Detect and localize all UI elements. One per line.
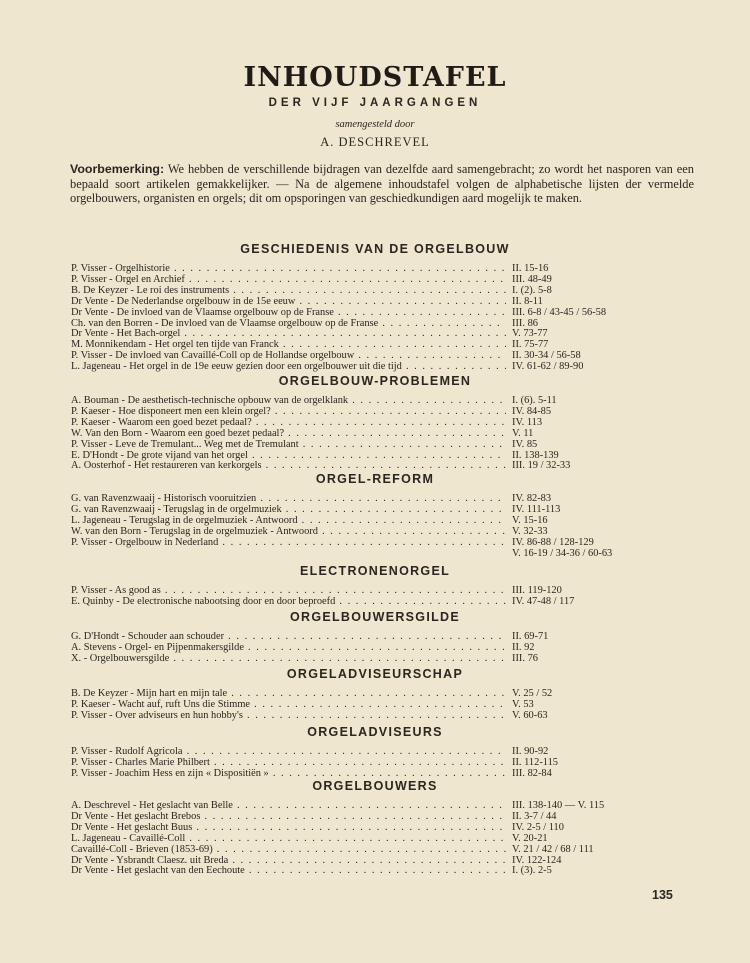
entry-title: E. D'Hondt - De grote vijand van het orgel . . . (71, 450, 506, 461)
entry-title: P. Visser - Joachim Hess en zijn « Dispositiën » . . . (71, 768, 506, 779)
entry-title: P. Visser - De invloed van Cavaillé-Coll op de Hollandse orgelbouw . . . (71, 350, 506, 361)
toc-entry (71, 757, 711, 768)
toc-entry (71, 822, 711, 833)
toc-entry (71, 596, 711, 607)
entry-reference: III. 82-84 (512, 767, 552, 779)
toc-entry (71, 296, 711, 307)
entry-reference: II. 112-115 (512, 756, 558, 768)
entry-reference: II. 92 (512, 641, 535, 653)
toc-entry (71, 493, 711, 504)
toc-entry (71, 504, 711, 515)
entry-reference: V. 25 / 52 (512, 688, 553, 699)
remark-label: Voorbemerking: (70, 162, 165, 176)
toc-entry (71, 710, 711, 721)
entry-title: P. Visser - Orgel en Archief . . . (71, 274, 506, 285)
entry-title: A. Stevens - Orgel- en Pijpenmakersgilde . . . (71, 642, 506, 653)
entry-reference: V. 73-77 (512, 328, 548, 340)
entry-reference: IV. 122-124 (512, 854, 562, 866)
page-number: 135 (652, 888, 673, 902)
entry-title: Dr Vente - Het Bach-orgel . . . (71, 328, 506, 339)
entry-title: Dr Vente - De invloed van de Vlaamse orgelbouw op de Franse . . . (71, 307, 506, 318)
entry-reference: III. 138-140 — V. 115 (512, 800, 605, 811)
toc-entry (71, 537, 711, 548)
toc-entry (71, 450, 711, 461)
entry-reference: III. 76 (512, 652, 538, 664)
entry-reference: IV. 61-62 / 89-90 (512, 361, 584, 373)
entry-title: G. D'Hondt - Schouder aan schouder . . . (71, 631, 506, 642)
entry-title: B. De Keyzer - Le roi des instruments . . . (71, 285, 506, 296)
entry-title: W. Van den Born - Waarom een goed bezet pedaal? . . . (71, 428, 506, 439)
toc-entry (71, 318, 711, 329)
toc-entry (71, 811, 711, 822)
section-heading: ORGELADVISEURS (307, 725, 443, 739)
section-heading: ORGELBOUW-PROBLEMEN (278, 374, 472, 388)
entry-title: P. Visser - Over adviseurs en hun hobby's . . . (71, 710, 506, 721)
toc-entry (71, 460, 711, 471)
entry-title: B. De Keyzer - Mijn hart en mijn tale . . . (71, 688, 506, 699)
toc-entry (71, 285, 711, 296)
entry-reference: IV. 84-85 (512, 405, 552, 417)
entry-reference: III. 119-120 (512, 585, 562, 596)
toc-entry (71, 855, 711, 866)
preliminary-remark (70, 162, 694, 206)
entry-title: Dr Vente - Het geslacht Buus . . . (71, 822, 506, 833)
entry-reference: IV. 47-48 / 117 (512, 595, 575, 607)
entry-reference: I. (2). 5-8 (512, 284, 552, 296)
entry-reference: IV. 113 (512, 416, 543, 428)
toc-entry (71, 395, 711, 406)
toc-entry (71, 307, 711, 318)
entry-title: W. van den Born - Terugslag in de orgelmuziek - Antwoord . . . (71, 526, 506, 537)
section-heading: ORGELBOUWERSGILDE (289, 610, 461, 624)
toc-entry (71, 350, 711, 361)
entry-title: A. Deschrevel - Het geslacht van Belle . . . (71, 800, 506, 811)
toc-entry (71, 631, 711, 642)
entry-title: Dr Vente - Het geslacht Brebos . . . (71, 811, 506, 822)
entry-title: P. Visser - As good as . . . (71, 585, 506, 596)
entry-reference: II. 30-34 / 56-58 (512, 350, 581, 362)
entry-title: L. Jageneau - Terugslag in de orgelmuziek - Antwoord . . . (71, 515, 506, 526)
remark-text: We hebben de verschillende bijdragen van dezelfde aard samengebracht; zo wordt het nasporen van een bepaald soort artikelen gemakkelijker. — Na de algemene inhoudstafel volgen de alphabetische lijsten der vermelde orgelbouwers, organisten en orgels; dit om opsporingen van geschiedkundigen aard mogelijk te maken. (70, 162, 694, 206)
entry-title: P. Visser - Charles Marie Philbert . . . (71, 757, 506, 768)
entry-title: A. Bouman - De aesthetisch-technische opbouw van de orgelklank . . . (71, 395, 506, 406)
entry-reference: V. 53 (512, 698, 534, 710)
entry-title: P. Kaeser - Waarom een goed bezet pedaal? . . . (71, 417, 506, 428)
entry-title: Cavaillé-Coll - Brieven (1853-69) . . . (71, 844, 506, 855)
toc-entry (71, 642, 711, 653)
toc-entry (71, 699, 711, 710)
entry-title: L. Jageneau - Het orgel in de 19e eeuw gezien door een orgelbouwer uit die tijd . . . (71, 361, 506, 372)
toc-entry (71, 688, 711, 699)
entry-reference: IV. 86-88 / 128-129 (512, 536, 594, 548)
entry-title: P. Visser - Rudolf Agricola . . . (71, 746, 506, 757)
entry-title: E. Quinby - De electronische nabootsing door en door beproefd . . . (71, 596, 506, 607)
entry-title: Dr Vente - Het geslacht van den Eechoute . . . (71, 865, 506, 876)
entry-reference: IV. 85 (512, 438, 538, 450)
entry-title: L. Jageneau - Cavaillé-Coll . . . (71, 833, 506, 844)
toc-entry (71, 274, 711, 285)
entry-reference: V. 32-33 (512, 525, 548, 537)
section-heading: ORGELADVISEURSCHAP (286, 667, 464, 681)
entry-title: Ch. van den Borren - De invloed van de Vlaamse orgelbouw op de Franse . . . (71, 318, 506, 329)
entry-title: M. Monnikendam - Het orgel ten tijde van Franck . . . (71, 339, 506, 350)
entry-reference: IV. 111-113 (512, 503, 561, 515)
entry-title: Dr Vente - De Nederlandse orgelbouw in de 15e eeuw . . . (71, 296, 506, 307)
entry-reference: III. 6-8 / 43-45 / 56-58 (512, 306, 607, 318)
entry-reference: III. 19 / 32-33 (512, 460, 571, 472)
entry-reference: IV. 82-83 (512, 493, 552, 504)
entry-reference: V. 60-63 (512, 709, 548, 721)
toc-entry (71, 417, 711, 428)
toc-entry (71, 361, 711, 372)
entry-reference: II. 75-77 (512, 339, 549, 351)
entry-title: Dr Vente - Ysbrandt Claesz. uit Breda . . . (71, 855, 506, 866)
entry-reference: V. 16-19 / 34-36 / 60-63 (512, 547, 613, 559)
entry-reference: II. 8-11 (512, 295, 543, 307)
toc-entry (71, 515, 711, 526)
toc-entry (71, 833, 711, 844)
entry-reference: V. 15-16 (512, 514, 548, 526)
entry-reference: II. 15-16 (512, 263, 549, 274)
toc-entry (71, 526, 711, 537)
entry-title: G. van Ravenzwaaij - Terugslag in de orgelmuziek . . . (71, 504, 506, 515)
entry-title: A. Oosterhof - Het restaureren van kerkorgels . . . (71, 460, 506, 471)
entry-title: P. Visser - Orgelbouw in Nederland . . . (71, 537, 506, 548)
entry-reference: I. (3). 2-5 (512, 865, 552, 877)
entry-reference: II. 138-139 (512, 449, 559, 461)
entry-reference: II. 3-7 / 44 (512, 810, 557, 822)
toc-entry (71, 428, 711, 439)
entry-reference: V. 21 / 42 / 68 / 111 (512, 843, 594, 855)
entry-reference: V. 20-21 (512, 832, 548, 844)
entry-title: P. Visser - Orgelhistorie . . . (71, 263, 506, 274)
entry-reference: IV. 2-5 / 110 (512, 821, 564, 833)
entry-title: P. Visser - Leve de Tremulant... Weg met de Tremulant . . . (71, 439, 506, 450)
toc-entry (71, 800, 711, 811)
entry-title: P. Kaeser - Wacht auf, ruft Uns die Stimme . . . (71, 699, 506, 710)
entry-title: G. van Ravenzwaaij - Historisch vooruitzien . . . (71, 493, 506, 504)
section-heading: ELECTRONENORGEL (299, 564, 451, 578)
toc-entry (71, 865, 711, 876)
entry-title: X. - Orgelbouwersgilde . . . (71, 653, 506, 664)
toc-entry (71, 263, 711, 274)
toc-entry (71, 328, 711, 339)
entry-title: P. Kaeser - Hoe disponeert men een klein orgel? . . . (71, 406, 506, 417)
section-heading: ORGELBOUWERS (312, 779, 438, 793)
section-heading: GESCHIEDENIS VAN DE ORGELBOUW (240, 242, 510, 256)
author-name: A. DESCHREVEL (320, 135, 430, 149)
toc-entry (71, 439, 711, 450)
page-subtitle: DER VIJF JAARGANGEN (268, 97, 482, 109)
page-title: INHOUDSTAFEL (243, 62, 507, 93)
entry-reference: II. 69-71 (512, 631, 549, 642)
entry-reference: III. 86 (512, 317, 538, 329)
toc-entry (71, 746, 711, 757)
section-heading: ORGEL-REFORM (315, 472, 435, 486)
entry-reference: III. 48-49 (512, 273, 552, 285)
toc-entry (71, 339, 711, 350)
toc-entry (71, 768, 711, 779)
entry-reference: I. (6). 5-11 (512, 395, 557, 406)
entry-reference: II. 90-92 (512, 746, 549, 757)
toc-entry (71, 585, 711, 596)
compiled-by-label: samengesteld door (335, 119, 415, 130)
toc-entry (71, 653, 711, 664)
toc-entry (71, 406, 711, 417)
toc-entry (71, 844, 711, 855)
toc-entry (71, 548, 711, 559)
entry-reference: V. 11 (512, 427, 534, 439)
